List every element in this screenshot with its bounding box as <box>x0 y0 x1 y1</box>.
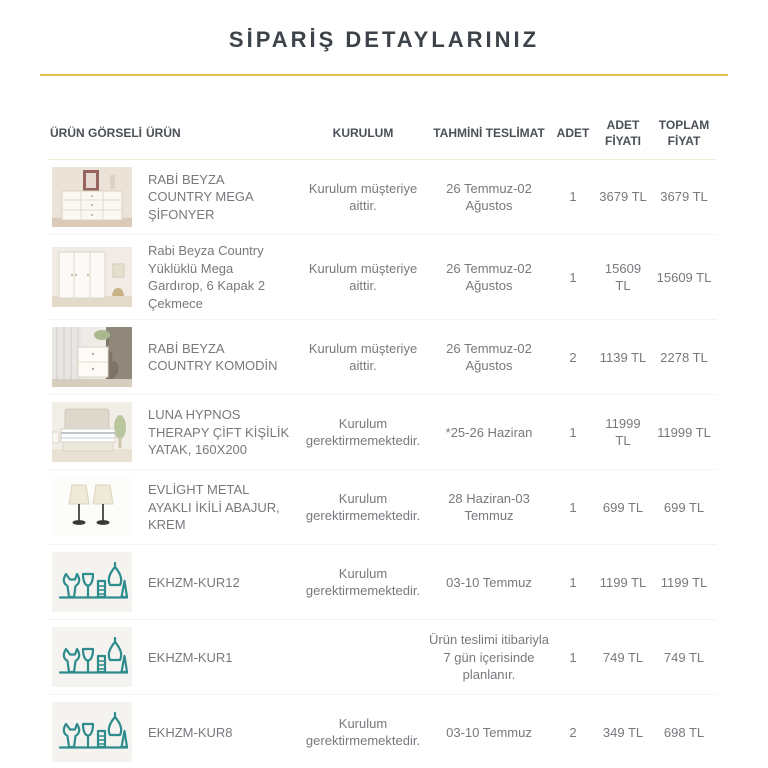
qty-cell: 1 <box>569 189 577 205</box>
installation-cell <box>300 620 426 695</box>
table-body <box>48 160 716 768</box>
product-cell: EKHZM-KUR1 <box>144 620 300 695</box>
column-header-4: ADET <box>552 118 594 160</box>
delivery-cell: Ürün teslimi itibariyla 7 gün içerisinde planlanır. <box>426 620 552 695</box>
product-cell: Rabi Beyza Country Yüklüklü Mega Gardırop, 6 Kapak 2 Çekmece <box>144 235 300 320</box>
installation-cell: Kurulum müşteriye aittir. <box>300 320 426 395</box>
installation-cell: Kurulum müşteriye aittir. <box>308 180 418 214</box>
delivery-cell: 26 Temmuz-02 Ağustos <box>446 180 532 214</box>
delivery-cell: 26 Temmuz-02 Ağustos <box>426 235 552 320</box>
bed-photo <box>52 402 132 462</box>
total-price-cell: 699 TL <box>652 470 716 545</box>
table-row <box>48 470 716 545</box>
delivery-cell: 03-10 Temmuz <box>426 695 552 768</box>
tools-icon <box>52 627 132 687</box>
unit-price-cell: 699 TL <box>594 470 652 545</box>
product-image-cell <box>48 695 144 768</box>
unit-price-cell: 15609 TL <box>594 235 652 320</box>
nightstand-photo <box>52 327 132 387</box>
total-price-cell: 749 TL <box>652 620 716 695</box>
column-header-0: ÜRÜN GÖRSELİ <box>48 118 144 160</box>
unit-price-cell: 349 TL <box>594 695 652 768</box>
product-image-cell <box>48 395 144 470</box>
page-title: SİPARİŞ DETAYLARINIZ <box>228 27 540 52</box>
table-row <box>48 695 716 768</box>
installation-cell: Kurulum müşteriye aittir. <box>300 235 426 320</box>
product-image-cell <box>48 320 144 395</box>
delivery-cell: 26 Temmuz-02 Ağustos <box>426 320 552 395</box>
total-price-cell: 3679 TL <box>660 189 708 205</box>
qty-cell: 2 <box>552 695 594 768</box>
product-image-cell <box>48 235 144 320</box>
table-row <box>48 235 716 320</box>
unit-price-cell: 11999 TL <box>594 395 652 470</box>
total-price-cell: 11999 TL <box>652 395 716 470</box>
dresser-photo <box>52 167 132 227</box>
total-price-cell: 1199 TL <box>652 545 716 620</box>
table-row <box>48 320 716 395</box>
installation-cell: Kurulum gerektirmemektedir. <box>300 395 426 470</box>
total-price-cell: 698 TL <box>652 695 716 768</box>
qty-cell: 1 <box>552 620 594 695</box>
product-image-cell <box>48 545 144 620</box>
product-cell: EKHZM-KUR8 <box>144 695 300 768</box>
product-cell: EKHZM-KUR12 <box>144 545 300 620</box>
qty-cell: 1 <box>552 395 594 470</box>
tools-icon <box>52 552 132 612</box>
table-row <box>48 160 716 235</box>
installation-cell: Kurulum gerektirmemektedir. <box>300 545 426 620</box>
column-header-1: ÜRÜN <box>144 118 300 160</box>
unit-price-cell: 1139 TL <box>594 320 652 395</box>
product-cell: RABİ BEYZA COUNTRY MEGA ŞİFONYER <box>148 171 253 222</box>
column-header-6: TOPLAM FİYAT <box>652 118 716 160</box>
table-row <box>48 545 716 620</box>
table-row <box>48 620 716 695</box>
title-divider <box>40 74 728 76</box>
column-header-5: ADET FİYATI <box>594 118 652 160</box>
qty-cell: 1 <box>552 470 594 545</box>
delivery-cell: *25-26 Haziran <box>426 395 552 470</box>
installation-cell: Kurulum gerektirmemektedir. <box>300 695 426 768</box>
delivery-cell: 28 Haziran-03 Temmuz <box>426 470 552 545</box>
order-items-table <box>48 118 716 768</box>
product-image-cell <box>48 160 144 235</box>
wardrobe-photo <box>52 247 132 307</box>
product-cell: EVLİGHT METAL AYAKLI İKİLİ ABAJUR, KREM <box>144 470 300 545</box>
qty-cell: 1 <box>552 235 594 320</box>
product-cell: RABİ BEYZA COUNTRY KOMODİN <box>144 320 300 395</box>
table-row <box>48 395 716 470</box>
total-price-cell: 2278 TL <box>652 320 716 395</box>
column-header-2: KURULUM <box>300 118 426 160</box>
qty-cell: 2 <box>552 320 594 395</box>
product-cell: LUNA HYPNOS THERAPY ÇİFT KİŞİLİK YATAK, 160X200 <box>144 395 300 470</box>
total-price-cell: 15609 TL <box>652 235 716 320</box>
unit-price-cell: 749 TL <box>594 620 652 695</box>
column-header-3: TAHMİNİ TESLİMAT <box>426 118 552 160</box>
table-header-row <box>48 118 716 160</box>
product-image-cell <box>48 470 144 545</box>
unit-price-cell: 1199 TL <box>594 545 652 620</box>
product-image-cell <box>48 620 144 695</box>
qty-cell: 1 <box>552 545 594 620</box>
installation-cell: Kurulum gerektirmemektedir. <box>300 470 426 545</box>
unit-price-cell: 3679 TL <box>599 189 647 205</box>
lamps-photo <box>52 477 132 537</box>
tools-icon <box>52 702 132 762</box>
delivery-cell: 03-10 Temmuz <box>426 545 552 620</box>
